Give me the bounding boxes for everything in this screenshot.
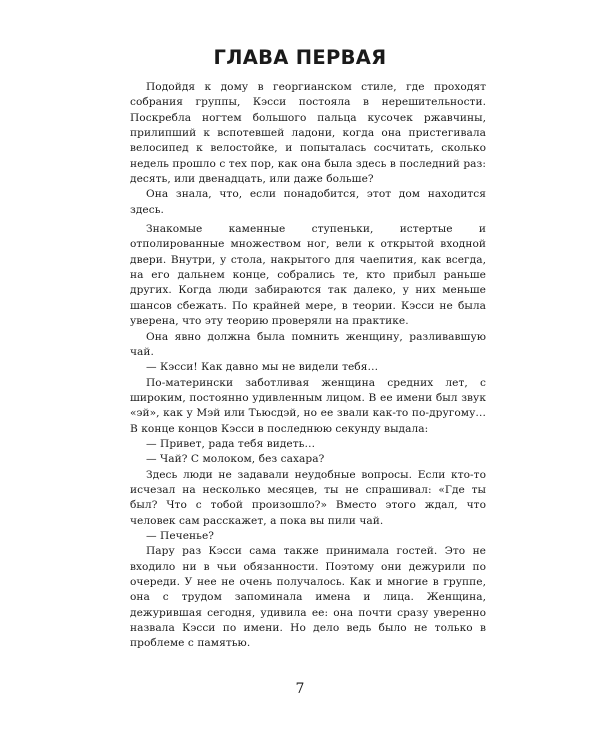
- page-number: 7: [295, 681, 305, 697]
- paragraph: Знакомые каменные ступеньки, истертые и отполированные множеством ног, вели к открытой входной двери. Внутри, у стола, накрытого для чаепития, как всегда, на его дальнем конце, собрались те, кто прибыл раньше других. Когда люди забираются так далеко, у них меньше шансов сбежать. По крайней мере, в теории. Кэсси не была уверена, что эту теорию проверяли на практике.: [130, 223, 486, 328]
- paragraph: Она явно должна была помнить женщину, разливавшую чай.: [130, 330, 486, 358]
- chapter-title: ГЛАВА ПЕРВАЯ: [213, 46, 387, 69]
- body-text: [130, 80, 486, 652]
- paragraph: Здесь люди не задавали неудобные вопросы. Если кто-то исчезал на несколько месяцев, ты не спрашивал: «Где ты был? Что с тобой произошло?» Вместо этого ждал, что человек сам расскажет, а пока вы пили чай.: [130, 468, 486, 527]
- paragraph: По-матерински заботливая женщина средних лет, с широким, постоянно удивленным лицом. В ее имени был звук «эй», как у Мэй или Тьюсдэй, но ее звали как-то по-другому… В конце концов Кэсси в последнюю секунду выдала:: [130, 376, 486, 435]
- paragraph: Подойдя к дому в георгианском стиле, где проходят собрания группы, Кэсси постояла в нерешительности. Поскребла ногтем большого пальца кусочек ржавчины, прилипший к вспотевшей ладони, когда она пристегивала велосипед к велостойке, и попыталась сосчитать, сколько недель прошло с тех пор, как она была здесь в последний раз: десять, или двенадцать, или даже больше?: [130, 81, 486, 186]
- paragraph: — Чай? С молоком, без сахара?: [146, 453, 325, 466]
- paragraph: — Печенье?: [146, 529, 215, 542]
- paragraph: Пару раз Кэсси сама также принимала гостей. Это не входило ни в чьи обязанности. Поэтому они дежурили по очереди. У нее не очень получалось. Как и многие в группе, она с трудом запоминала имена и лица. Женщина, дежурившая сегодня, удивила ее: она почти сразу уверенно назвала Кэсси по имени. Но дело ведь было не только в проблеме с памятью.: [130, 545, 486, 650]
- paragraph: Она знала, что, если понадобится, этот дом находится здесь.: [130, 188, 486, 216]
- paragraph: — Кэсси! Как давно мы не видели тебя…: [146, 361, 379, 374]
- paragraph: — Привет, рада тебя видеть…: [146, 437, 316, 450]
